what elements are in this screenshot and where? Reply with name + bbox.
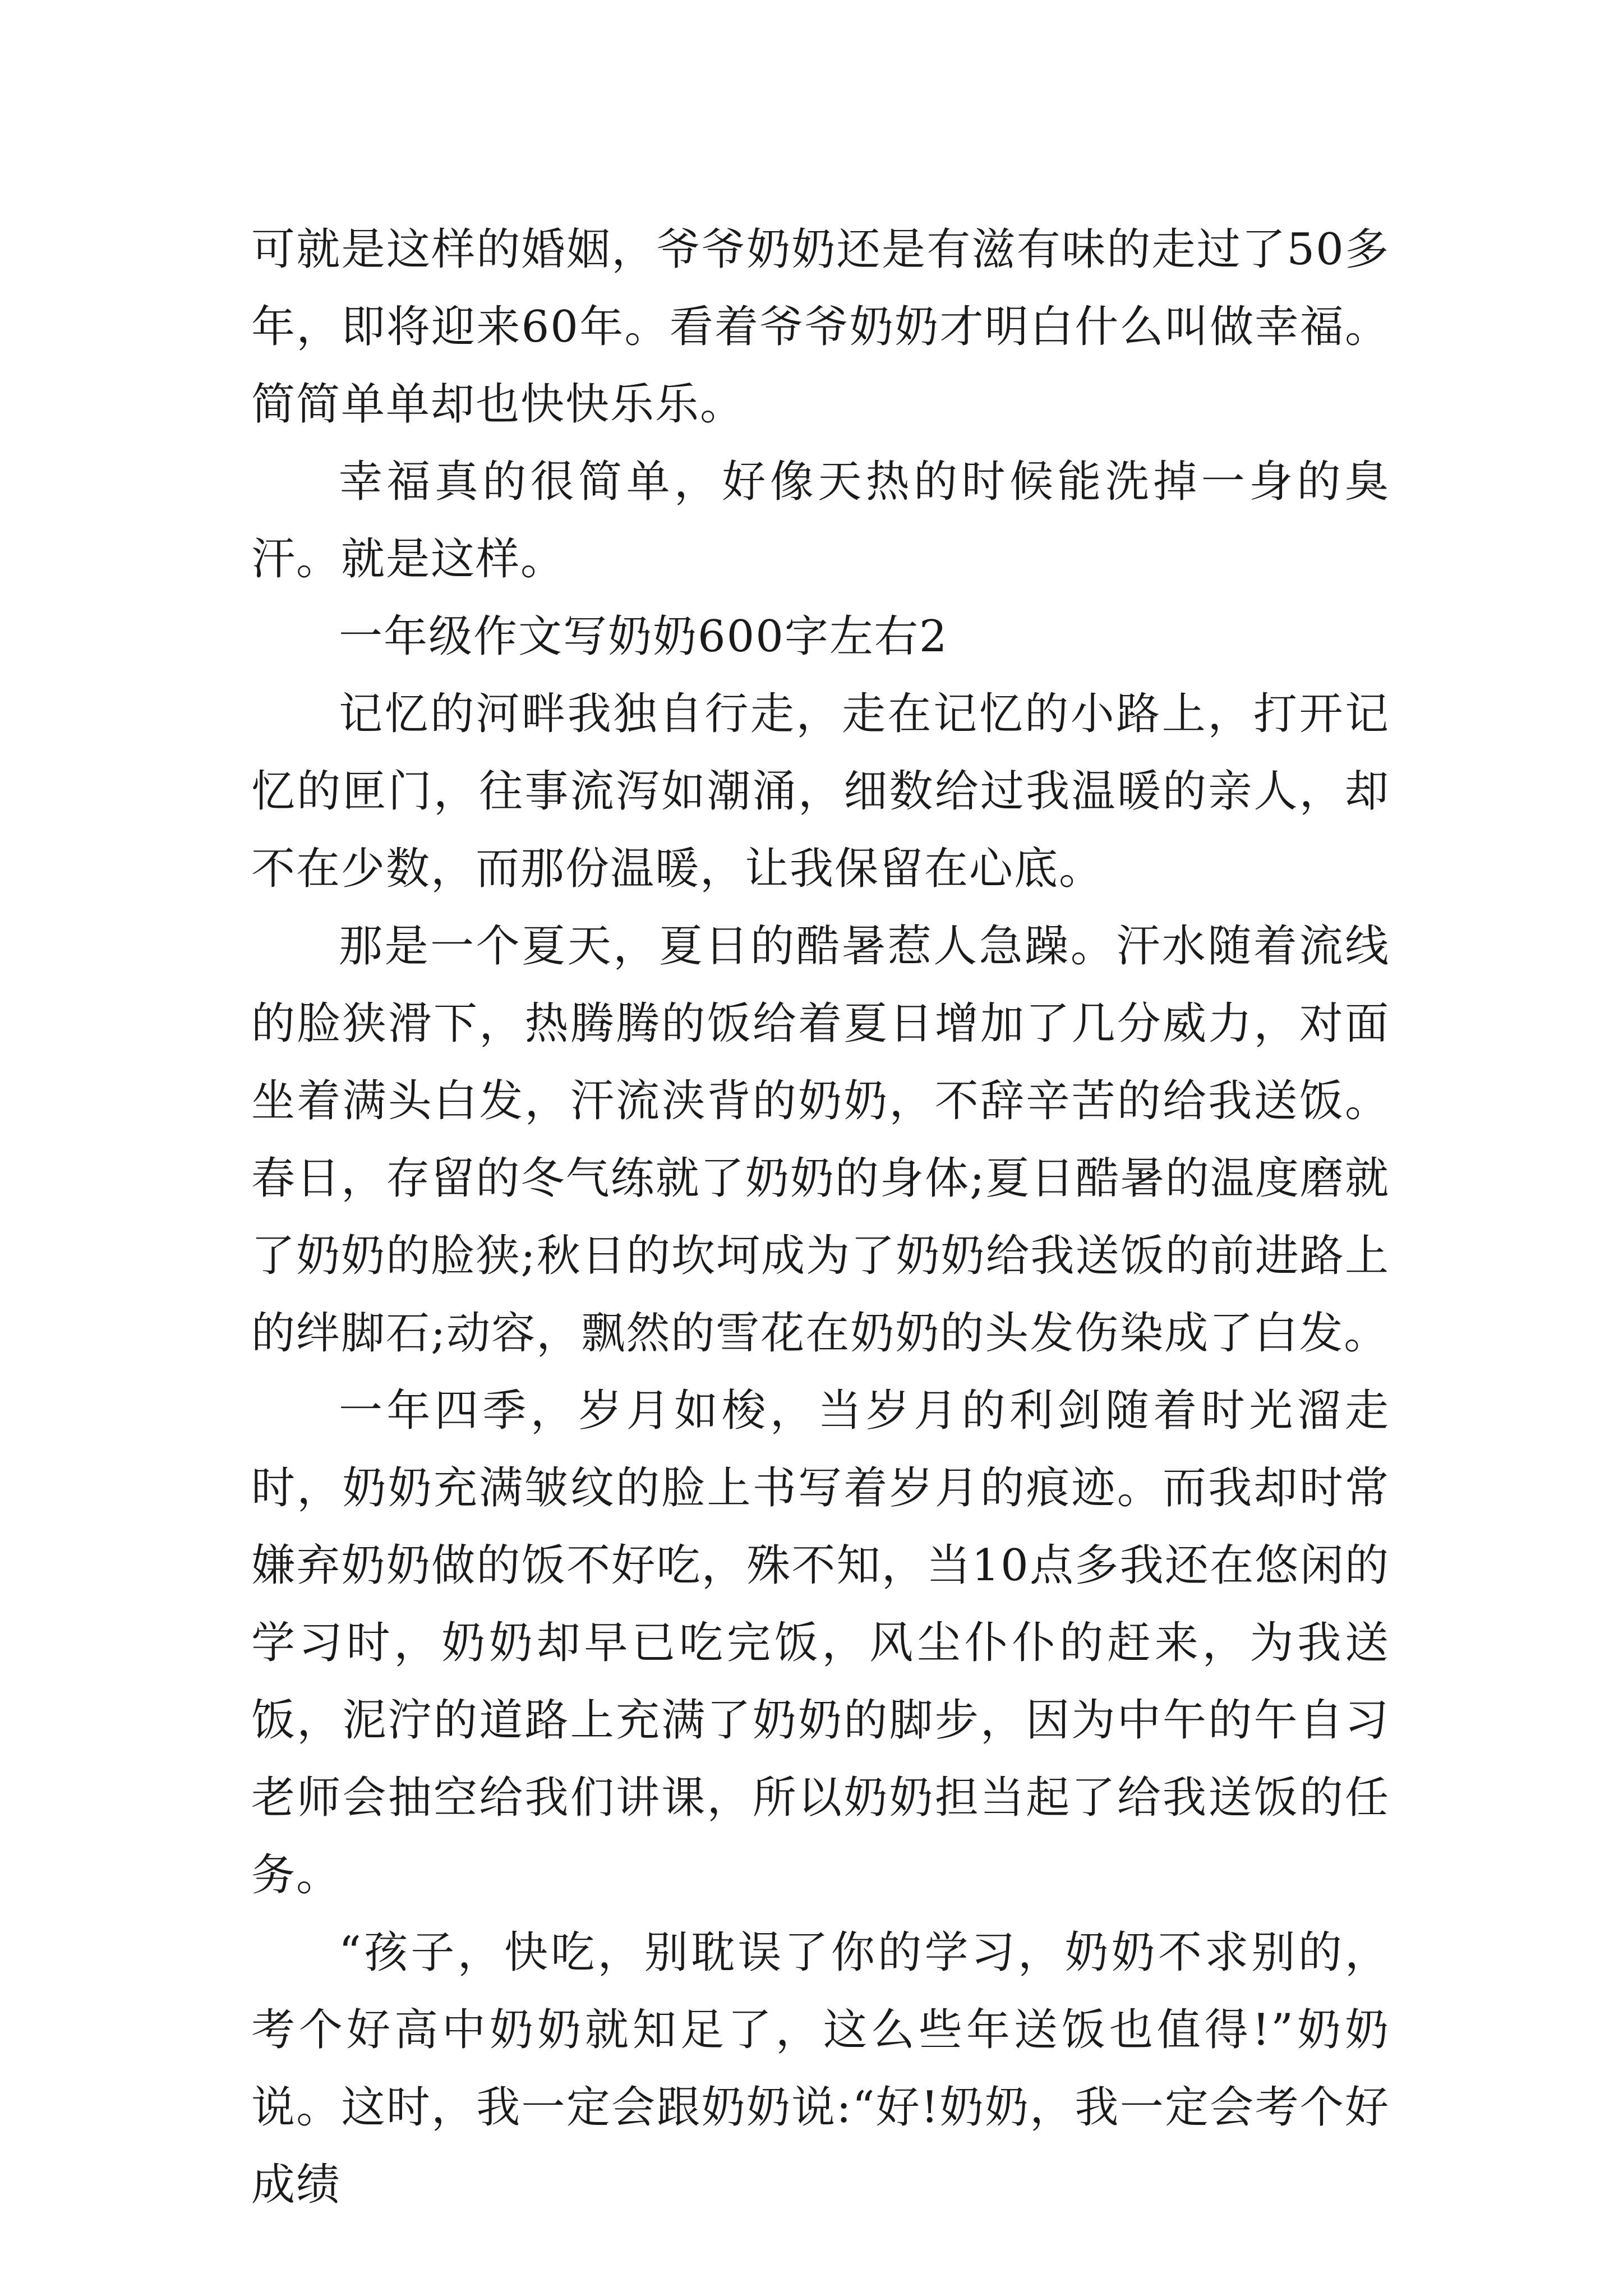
paragraph-6: 一年四季，岁月如梭，当岁月的利剑随着时光溜走时，奶奶充满皱纹的脸上书写着岁月的痕迹。而我却时常嫌弃奶奶做的饭不好吃，殊不知，当10点多我还在悠闲的学习时，奶奶却早已吃完饭，风尘仆仆的赶来，为我送饭，泥泞的道路上充满了奶奶的脚步，因为中午的午自习老师会抽空给我们讲课，所以奶奶担当起了给我送饭的任务。	[251, 1386, 1390, 1901]
section-heading: 一年级作文写奶奶600字左右2	[339, 611, 948, 662]
paragraph-1: 可就是这样的婚姻，爷爷奶奶还是有滋有味的走过了50多年，即将迎来60年。看着爷爷奶奶才明白什么叫做幸福。简简单单却也快快乐乐。	[251, 224, 1390, 430]
paragraph-2: 幸福真的很简单，好像天热的时候能洗掉一身的臭汗。就是这样。	[251, 457, 1390, 585]
paragraph-5: 那是一个夏天，夏日的酷暑惹人急躁。汗水随着流线的脸狭滑下，热腾腾的饭给着夏日增加了几分威力，对面坐着满头白发，汗流浃背的奶奶，不辞辛苦的给我送饭。春日，存留的冬气练就了奶奶的身体;夏日酷暑的温度磨就了奶奶的脸狭;秋日的坎坷成为了奶奶给我送饭的前进路上的绊脚石;动容，飘然的雪花在奶奶的头发伤染成了白发。	[251, 921, 1390, 1359]
paragraph-4: 记忆的河畔我独自行走，走在记忆的小路上，打开记忆的匣门，往事流泻如潮涌，细数给过我温暖的亲人，却不在少数，而那份温暖，让我保留在心底。	[251, 689, 1390, 894]
document-body	[251, 211, 1390, 2224]
paragraph-7: “孩子，快吃，别耽误了你的学习，奶奶不求别的，考个好高中奶奶就知足了，这么些年送饭也值得!”奶奶说。这时，我一定会跟奶奶说:“好!奶奶，我一定会考个好成绩	[251, 1927, 1390, 2210]
